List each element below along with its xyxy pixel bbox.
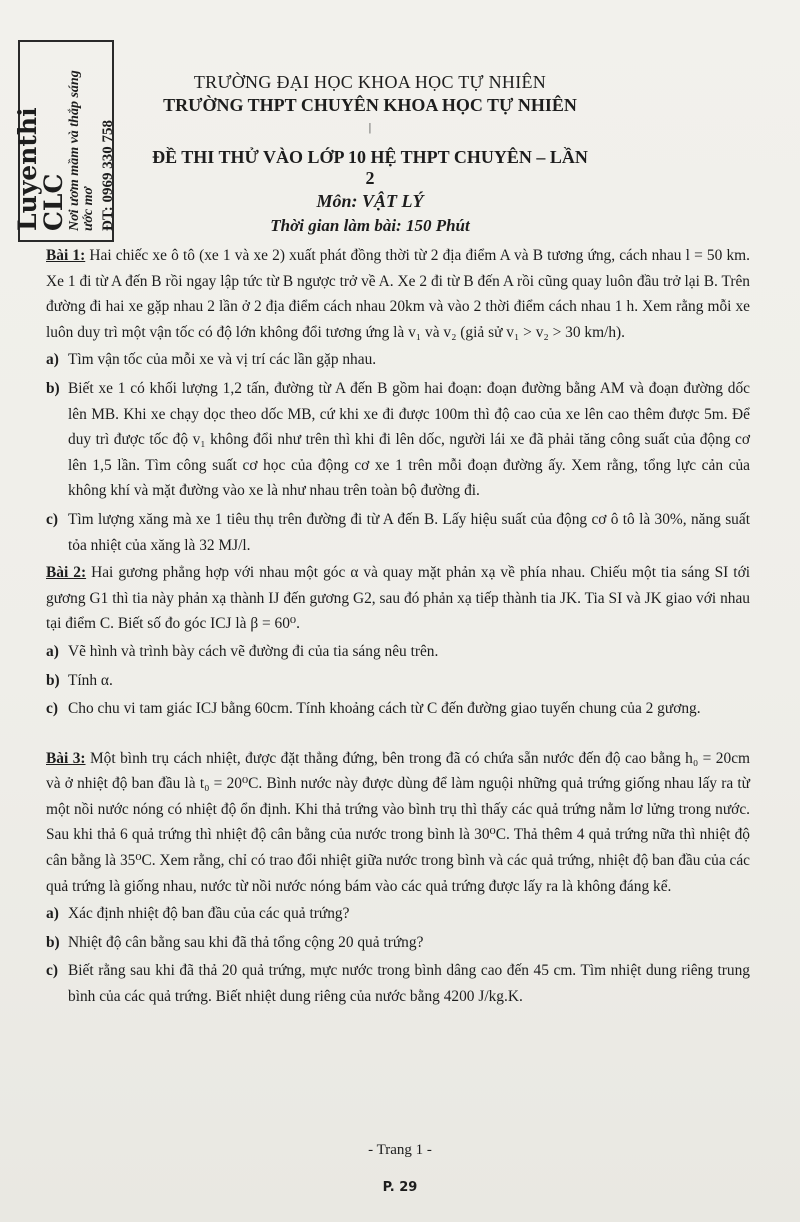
problem-1 <box>46 243 750 345</box>
stamp-slogan: Nơi ươm mầm và thắp sáng ước mơ <box>66 70 97 231</box>
problem-3-question-a: a) Xác định nhiệt độ ban đầu của các quả trứng? <box>46 905 350 923</box>
problem-1-question-b: b) Biết xe 1 có khối lượng 1,2 tấn, đường từ A đến B gồm hai đoạn: đoạn đường bằng AM và đoạn đường dốc lên MB. Khi xe chạy dọc theo dốc MB, cứ khi xe đi được 100m thì độ cao của xe lên cao thêm được 5m. Để duy trì được tốc độ v₁ không đổi như trên thì khi đi lên dốc, người lái xe đã phải tăng công suất của động cơ lên 1,5 lần. Tìm công suất cơ học của động cơ xe 1 trên mỗi đoạn đường ấy. Xem rằng, tổng lực cản của không khí và mặt đường vào xe là như nhau trên toàn bộ đường đi. <box>46 379 750 500</box>
page-footer: - Trang 1 - <box>368 1142 432 1158</box>
problem-2-label: Bài 2: <box>46 564 87 582</box>
problem-3-text: Một bình trụ cách nhiệt, được đặt thẳng đứng, bên trong đã có chứa sẵn nước đến độ cao bằng h₀ = 20cm và ở nhiệt độ ban đầu là t₀ = 20⁰C. Bình nước này được dùng để làm nguội những quả trứng giống nhau lấy ra từ một nồi nước nóng có nhiệt độ ổn định. Khi thả trứng vào bình trụ thì thấy các quả trứng nằm lơ lửng trong nước. Sau khi thả 6 quả trứng thì nhiệt độ cân bằng của nước trong bình là 30⁰C. Thả thêm 4 quả trứng nữa thì nhiệt độ cân bằng là 35⁰C. Xem rằng, chỉ có trao đổi nhiệt giữa nước trong bình và các quả trứng, nhiệt độ ban đầu của các quả trứng là giống nhau, nước từ nồi nước nóng bám vào các quả trứng được lấy ra là không đáng kể. <box>46 749 751 895</box>
luyenthi-stamp <box>13 40 117 242</box>
problem-2-question-a: a) Vẽ hình và trình bày cách vẽ đường đi của tia sáng nêu trên. <box>46 642 439 660</box>
problem-2 <box>46 560 750 637</box>
problem-3 <box>46 746 750 900</box>
problem-2-question-b: b) Tính α. <box>46 671 113 689</box>
problem-2-text: Hai gương phẳng hợp với nhau một góc α và quay mặt phản xạ về phía nhau. Chiếu một tia sáng SI tới gương G1 thì tia này phản xạ thành IJ đến gương G2, sau đó phản xạ tiếp thành tia JK. Tia SI và JK giao với nhau tại điểm C. Biết số đo góc ICJ là β = 60⁰. <box>46 564 750 633</box>
problem-1-label: Bài 1: <box>46 247 86 264</box>
problem-2-question-c: c) Cho chu vi tam giác ICJ bằng 60cm. Tính khoảng cách từ C đến đường giao tuyến chung của 2 gương. <box>46 700 701 718</box>
university-name: TRƯỜNG ĐẠI HỌC KHOA HỌC TỰ NHIÊN <box>193 72 547 92</box>
problem-1-question-a: a) Tìm vận tốc của mỗi xe và vị trí các lần gặp nhau. <box>46 351 377 369</box>
problem-3-question-c: c) Biết rằng sau khi đã thả 20 quả trứng, mực nước trong bình dâng cao đến 45 cm. Tìm nhiệt dung riêng trung bình của các quả trứng. Biết nhiệt dung riêng của nước bằng 4200 J/kg.K. <box>46 962 750 1006</box>
header-divider: | <box>368 120 372 134</box>
page-code: P. 29 <box>382 1180 418 1195</box>
stamp-brand: Luyenthi CLC <box>13 107 69 231</box>
problem-3-question-b: b) Nhiệt độ cân bằng sau khi đã thả tổng cộng 20 quả trứng? <box>46 933 424 951</box>
exam-title: ĐỀ THI THỬ VÀO LỚP 10 HỆ THPT CHUYÊN – LẦN 2 <box>152 147 588 188</box>
problem-1-text: Hai chiếc xe ô tô (xe 1 và xe 2) xuất phát đồng thời từ 2 địa điểm A và B tương ứng, cách nhau l = 50 km. Xe 1 đi từ A đến B rồi ngay lập tức từ B ngược trở về A. Xe 2 đi từ B đến A rồi cũng quay luôn đầu trở lại B. Trên đường đi hai xe gặp nhau 2 lần ở 2 địa điểm cách nhau 20km và vào 2 thời điểm cách nhau 1 h. Xem rằng mỗi xe luôn duy trì một vận tốc có độ lớn không đổi tương ứng là v₁ và v₂ (giả sử v₁ > v₂ > 30 km/h). <box>46 247 751 341</box>
problem-3-label: Bài 3: <box>46 749 86 767</box>
exam-content <box>46 243 750 1010</box>
exam-duration: Thời gian làm bài: 150 Phút <box>270 216 470 235</box>
exam-header <box>150 72 590 236</box>
problem-1-question-c: c) Tìm lượng xăng mà xe 1 tiêu thụ trên đường đi từ A đến B. Lấy hiệu suất của động cơ ô tô là 30%, năng suất tỏa nhiệt của xăng là 32 MJ/l. <box>46 510 750 554</box>
stamp-phone: ĐT: 0969 330 758 <box>100 120 117 231</box>
exam-subject: Môn: VẬT LÝ <box>316 191 424 211</box>
school-name: TRƯỜNG THPT CHUYÊN KHOA HỌC TỰ NHIÊN <box>163 95 577 115</box>
